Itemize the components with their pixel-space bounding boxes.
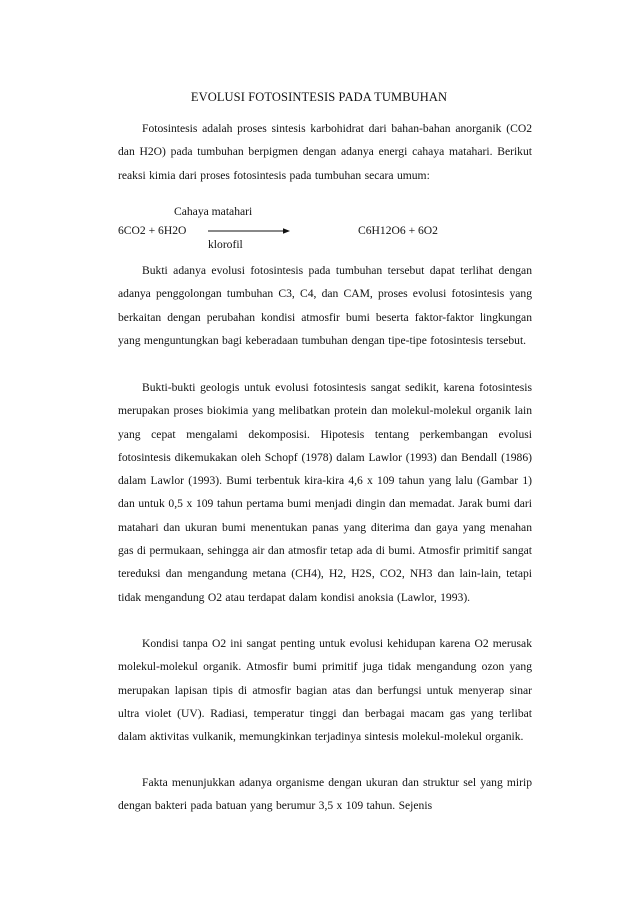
- reaction-arrow-icon: [208, 227, 290, 235]
- paragraph-anoxia: Kondisi tanpa O2 ini sangat penting untuk evolusi kehidupan karena O2 merusak molekul-molekul organik. Atmosfir bumi primitif juga tidak mengandung ozon yang merupakan lapisan tipis di atmosfir bagian atas dan berfungsi untuk menyerap sinar ultra violet (UV). Radiasi, temperatur tinggi dan berbagai macam gas yang terlibat dalam aktivitas vulkanik, memungkinkan terjadinya sintesis molekul-molekul organik.: [118, 637, 532, 744]
- reaction-products: C6H12O6 + 6O2: [358, 224, 438, 237]
- reaction-reactants: 6CO2 + 6H2O: [118, 224, 187, 237]
- paragraph-facts: Fakta menunjukkan adanya organisme dengan ukuran dan struktur sel yang mirip dengan bakteri pada batuan yang berumur 3,5 x 109 tahun. Sejenis: [118, 776, 532, 813]
- reaction-catalyst: klorofil: [208, 238, 243, 251]
- reaction-condition-light: Cahaya matahari: [174, 205, 253, 218]
- paragraph-evidence: Bukti adanya evolusi fotosintesis pada tumbuhan tersebut dapat terlihat dengan adanya penggolongan tumbuhan C3, C4, dan CAM, proses evolusi fotosintesis yang berkaitan dengan perubahan kondisi atmosfir bumi beserta faktor-faktor lingkungan yang menguntungkan bagi keberadaan tumbuhan dengan tipe-tipe fotosintesis tersebut.: [118, 264, 532, 347]
- paragraph-intro: Fotosintesis adalah proses sintesis karbohidrat dari bahan-bahan anorganik (CO2 dan H2O) pada tumbuhan berpigmen dengan adanya energi cahaya matahari. Berikut reaksi kimia dari proses fotosintesis pada tumbuhan secara umum:: [118, 122, 532, 182]
- reaction-equation: [118, 205, 532, 255]
- paragraph-geology: Bukti-bukti geologis untuk evolusi fotosintesis sangat sedikit, karena fotosintesis merupakan proses biokimia yang melibatkan protein dan molekul-molekul organik lain yang cepat mengalami dekomposisi. Hipotesis tentang perkembangan evolusi fotosintesis dikemukakan oleh Schopf (1978) dalam Lawlor (1993) dan Bendall (1986) dalam Lawlor (1993). Bumi terbentuk kira-kira 4,6 x 109 tahun yang lalu (Gambar 1) dan untuk 0,5 x 109 tahun pertama bumi menjadi dingin dan memadat. Jarak bumi dari matahari dan ukuran bumi menentukan panas yang diterima dan gaya yang menahan gas di permukaan, sehingga air dan atmosfir tetap ada di bumi. Atmosfir primitif sangat tereduksi dan mengandung metana (CH4), H2, H2S, CO2, NH3 dan lain-lain, tetapi tidak mengandung O2 atau terdapat dalam kondisi anoksia (Lawlor, 1993).: [118, 381, 532, 604]
- document-title: EVOLUSI FOTOSINTESIS PADA TUMBUHAN: [190, 90, 448, 104]
